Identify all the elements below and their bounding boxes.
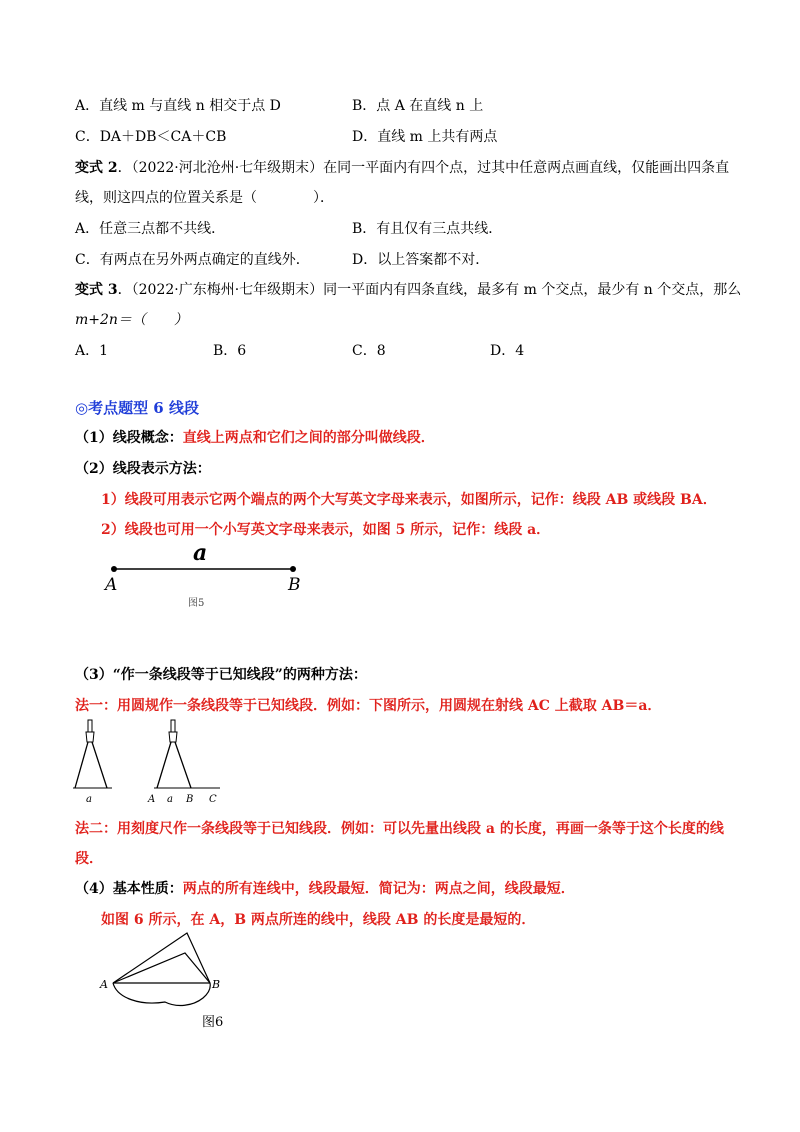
point-A [111, 566, 117, 572]
variant3-option-b: B．6 [213, 343, 247, 359]
property-text: 两点的所有连线中，线段最短．简记为：两点之间，线段最短． [182, 881, 575, 897]
property-line [75, 879, 575, 899]
variant3-option-c: C．8 [352, 343, 386, 359]
compass-label-A: A [148, 794, 156, 805]
compass-label-C: C [209, 794, 217, 805]
label-a: a [193, 540, 208, 566]
concept-text: 直线上两点和它们之间的部分叫做线段． [182, 430, 435, 446]
variant3-label: 变式 3 [75, 282, 118, 298]
variant3-text: ．（2022·广东梅州·七年级期末）同一平面内有四条直线，最多有 m 个交点，最少有 n 个交点，那么 [117, 282, 742, 298]
label-B: B [288, 575, 301, 595]
method-2-line2: 段． [75, 851, 103, 867]
option-c: C．DA＋DB＜CA＋CB [75, 129, 227, 145]
option-b: B．点 A 在直线 n 上 [352, 98, 484, 114]
concept-line [75, 428, 435, 448]
variant2-line1 [75, 158, 729, 178]
compass-right [147, 720, 220, 805]
variant3-option-a: A．1 [75, 343, 109, 359]
representation-item-2: 2）线段也可用一个小写英文字母来表示，如图 5 所示，记作：线段 a． [101, 522, 551, 538]
compass-left-label: a [86, 794, 92, 805]
concept-label: （1）线段概念： [75, 430, 183, 446]
variant2-option-d: D．以上答案都不对． [352, 252, 490, 268]
figure-5-caption: 图5 [188, 598, 205, 609]
path-upper [113, 933, 210, 983]
method-2-line1: 法二：用刻度尺作一条线段等于已知线段．例如：可以先量出线段 a 的长度，再画一条等于这个长度的线 [75, 821, 724, 837]
point-B [290, 566, 296, 572]
variant2-option-b: B．有且仅有三点共线． [352, 221, 503, 237]
option-a: A．直线 m 与直线 n 相交于点 D [75, 98, 281, 114]
compass-left [73, 720, 112, 805]
figure-6 [95, 928, 235, 1033]
compass-label-a: a [167, 794, 173, 805]
variant3-option-d: D．4 [490, 343, 525, 359]
variant2-label: 变式 2 [75, 160, 118, 176]
method-heading: （3）“作一条线段等于已知线段”的两种方法： [75, 667, 367, 683]
compass-figure [70, 718, 230, 808]
section-title: ◎考点题型 6 线段 [75, 399, 199, 417]
path-middle [113, 953, 210, 983]
representation-label: （2）线段表示方法： [75, 461, 211, 477]
compass-label-B: B [186, 794, 194, 805]
figure-5 [95, 540, 325, 615]
option-d: D．直线 m 上共有两点 [352, 129, 498, 145]
fig6-label-A: A [100, 978, 108, 991]
variant2-option-c: C．有两点在另外两点确定的直线外． [75, 252, 310, 268]
property-example: 如图 6 所示，在 A，B 两点所连的线中，线段 AB 的长度是最短的． [101, 912, 536, 928]
label-A: A [105, 575, 118, 595]
variant3-line1 [75, 280, 741, 300]
fig6-label-B: B [212, 978, 221, 991]
variant2-text: ．（2022·河北沧州·七年级期末）在同一平面内有四个点，过其中任意两点画直线，仅能画出四条直 [117, 160, 730, 176]
method-1: 法一：用圆规作一条线段等于已知线段．例如：下图所示，用圆规在射线 AC 上截取 AB＝a． [75, 698, 662, 714]
figure-6-caption: 图6 [202, 1015, 224, 1030]
variant3-line2: m+2n＝（ ） [75, 312, 188, 328]
representation-item-1: 1）线段可用表示它两个端点的两个大写英文字母来表示，如图所示，记作：线段 AB 或线段 BA． [101, 492, 717, 508]
property-label: （4）基本性质： [75, 881, 183, 897]
variant2-option-a: A．任意三点都不共线． [75, 221, 226, 237]
path-curve [113, 983, 210, 1005]
variant2-line2: 线，则这四点的位置关系是（ ）． [75, 190, 334, 206]
